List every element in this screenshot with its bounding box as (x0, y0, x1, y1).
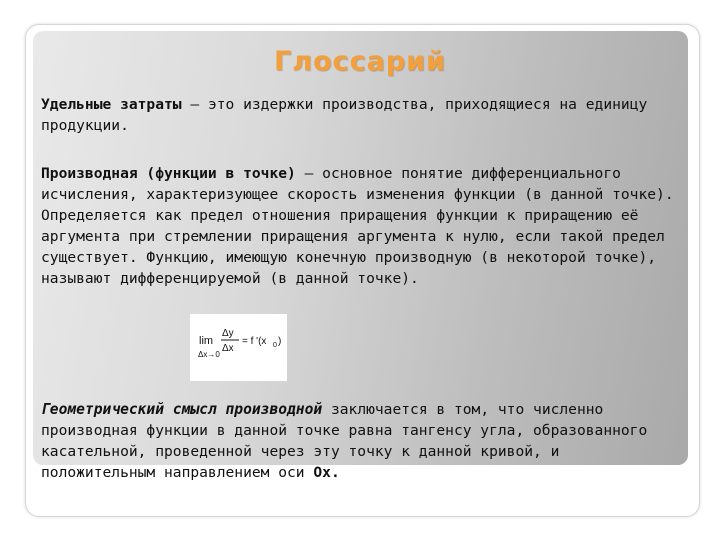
derivative-formula (190, 314, 287, 381)
formula-denominator: Δx (222, 343, 234, 354)
formula-numerator: Δy (222, 328, 234, 339)
formula-rhs-subscript: 0 (273, 342, 277, 349)
definition-specific-costs (41, 94, 701, 136)
definition-geometric-meaning (41, 399, 681, 483)
formula-rhs-close: ) (278, 336, 282, 347)
definition-text: – это издержки производства, приходящиеся на единицу продукции. (41, 96, 648, 134)
definition-derivative (41, 163, 693, 289)
term-geometric-meaning: Геометрический смысл производной (41, 401, 323, 418)
term-derivative: Производная (функции в точке) (41, 165, 296, 182)
page-title: Глоссарий (274, 46, 446, 77)
formula-subscript: Δx→0 (198, 350, 220, 359)
axis-label: Ox (313, 464, 331, 481)
term-specific-costs: Удельные затраты (41, 96, 182, 113)
formula-lim: lim (199, 335, 214, 347)
formula-rhs: = f '(x (242, 336, 267, 347)
definition-text: — основное понятие дифференциального исчисления, характеризующее скорость изменения функции (в данной точке). Определяется как предел отношения приращения функции к приращению её аргумента при стремлении приращения аргумента к нулю, если такой предел существует. Функцию, имеющую конечную производную (в некоторой точке), называют дифференцируемой (в данной точке). (41, 165, 674, 287)
sentence-end: . (330, 464, 340, 481)
derivative-formula-image (190, 314, 287, 381)
definition-text: заключается в том, что численно производная функции в данной точке равна тангенсу угла, образованного касательной, проведенной через эту точку к данной кривой, и положительным направлением оси (41, 401, 648, 481)
